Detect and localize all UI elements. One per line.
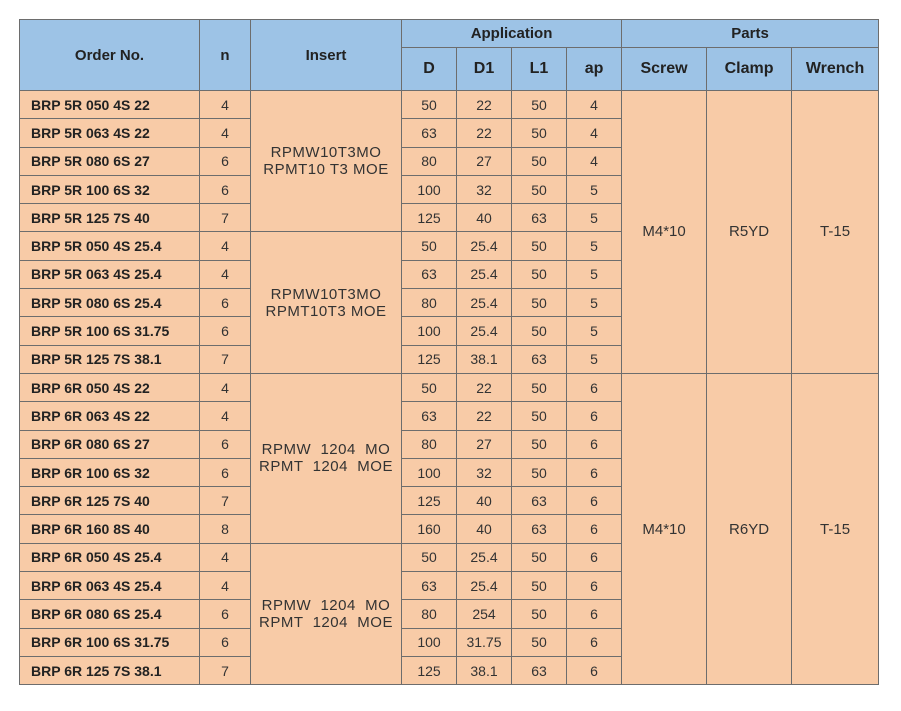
- table-row: [20, 373, 879, 401]
- ap-cell: 5: [567, 345, 622, 373]
- d1-cell: 27: [457, 147, 512, 175]
- clamp-cell: R5YD: [707, 91, 792, 374]
- ap-cell: 5: [567, 317, 622, 345]
- n-cell: 6: [200, 430, 251, 458]
- l1-cell: 63: [512, 345, 567, 373]
- clamp-cell: R6YD: [707, 373, 792, 684]
- l1-cell: 50: [512, 458, 567, 486]
- d1-cell: 38.1: [457, 656, 512, 684]
- ap-cell: 6: [567, 430, 622, 458]
- insert-code-secondary: RPMT10T3 MOE: [265, 302, 387, 320]
- l1-cell: 50: [512, 543, 567, 571]
- n-cell: 4: [200, 543, 251, 571]
- n-cell: 6: [200, 175, 251, 203]
- order-no-cell: BRP 6R 050 4S 25.4: [20, 543, 200, 571]
- l1-cell: 50: [512, 628, 567, 656]
- header-clamp: Clamp: [707, 48, 792, 91]
- header-d: D: [402, 48, 457, 91]
- d1-cell: 254: [457, 600, 512, 628]
- ap-cell: 6: [567, 543, 622, 571]
- l1-cell: 50: [512, 232, 567, 260]
- insert-code-primary: RPMW10T3MO: [270, 144, 382, 162]
- header-insert: Insert: [251, 20, 402, 91]
- header-application: Application: [402, 20, 622, 48]
- ap-cell: 6: [567, 402, 622, 430]
- d1-cell: 40: [457, 204, 512, 232]
- d-cell: 80: [402, 147, 457, 175]
- d-cell: 125: [402, 345, 457, 373]
- header-n: n: [200, 20, 251, 91]
- n-cell: 4: [200, 572, 251, 600]
- n-cell: 4: [200, 260, 251, 288]
- l1-cell: 50: [512, 600, 567, 628]
- table-body: [20, 91, 879, 685]
- spec-table: [19, 19, 879, 685]
- l1-cell: 50: [512, 373, 567, 401]
- ap-cell: 6: [567, 515, 622, 543]
- d-cell: 125: [402, 656, 457, 684]
- ap-cell: 5: [567, 175, 622, 203]
- d1-cell: 25.4: [457, 232, 512, 260]
- d-cell: 80: [402, 600, 457, 628]
- d1-cell: 40: [457, 487, 512, 515]
- d1-cell: 32: [457, 458, 512, 486]
- ap-cell: 5: [567, 232, 622, 260]
- d-cell: 63: [402, 260, 457, 288]
- d-cell: 100: [402, 175, 457, 203]
- d1-cell: 25.4: [457, 317, 512, 345]
- l1-cell: 50: [512, 402, 567, 430]
- l1-cell: 50: [512, 317, 567, 345]
- n-cell: 6: [200, 147, 251, 175]
- header-screw: Screw: [622, 48, 707, 91]
- ap-cell: 6: [567, 600, 622, 628]
- d-cell: 63: [402, 402, 457, 430]
- insert-code-primary: RPMW 1204 MO: [261, 596, 391, 614]
- order-no-cell: BRP 6R 063 4S 25.4: [20, 572, 200, 600]
- d-cell: 80: [402, 289, 457, 317]
- order-no-cell: BRP 6R 063 4S 22: [20, 402, 200, 430]
- ap-cell: 5: [567, 204, 622, 232]
- n-cell: 6: [200, 600, 251, 628]
- d1-cell: 22: [457, 119, 512, 147]
- header-ap: ap: [567, 48, 622, 91]
- d1-cell: 27: [457, 430, 512, 458]
- order-no-cell: BRP 6R 100 6S 31.75: [20, 628, 200, 656]
- table-row: [20, 91, 879, 119]
- order-no-cell: BRP 6R 125 7S 40: [20, 487, 200, 515]
- d-cell: 50: [402, 91, 457, 119]
- n-cell: 4: [200, 402, 251, 430]
- ap-cell: 6: [567, 373, 622, 401]
- l1-cell: 50: [512, 430, 567, 458]
- d-cell: 50: [402, 543, 457, 571]
- ap-cell: 6: [567, 487, 622, 515]
- insert-group-cell: [251, 232, 402, 373]
- header-d1: D1: [457, 48, 512, 91]
- header-l1: L1: [512, 48, 567, 91]
- ap-cell: 5: [567, 289, 622, 317]
- l1-cell: 50: [512, 91, 567, 119]
- order-no-cell: BRP 5R 050 4S 22: [20, 91, 200, 119]
- wrench-cell: T-15: [792, 373, 879, 684]
- d1-cell: 22: [457, 91, 512, 119]
- insert-code-secondary: RPMT 1204 MOE: [259, 458, 393, 476]
- order-no-cell: BRP 6R 125 7S 38.1: [20, 656, 200, 684]
- d-cell: 50: [402, 373, 457, 401]
- header-parts: Parts: [622, 20, 879, 48]
- l1-cell: 50: [512, 572, 567, 600]
- insert-code-secondary: RPMT10 T3 MOE: [263, 161, 389, 179]
- wrench-cell: T-15: [792, 91, 879, 374]
- ap-cell: 5: [567, 260, 622, 288]
- d1-cell: 25.4: [457, 289, 512, 317]
- order-no-cell: BRP 5R 063 4S 25.4: [20, 260, 200, 288]
- l1-cell: 50: [512, 119, 567, 147]
- d-cell: 125: [402, 204, 457, 232]
- ap-cell: 6: [567, 656, 622, 684]
- l1-cell: 63: [512, 515, 567, 543]
- n-cell: 4: [200, 232, 251, 260]
- insert-group-cell: [251, 543, 402, 684]
- order-no-cell: BRP 5R 080 6S 25.4: [20, 289, 200, 317]
- n-cell: 6: [200, 628, 251, 656]
- d-cell: 100: [402, 317, 457, 345]
- insert-group-cell: [251, 373, 402, 543]
- ap-cell: 4: [567, 119, 622, 147]
- n-cell: 7: [200, 204, 251, 232]
- order-no-cell: BRP 5R 080 6S 27: [20, 147, 200, 175]
- order-no-cell: BRP 6R 080 6S 25.4: [20, 600, 200, 628]
- d-cell: 125: [402, 487, 457, 515]
- insert-group-cell: [251, 91, 402, 232]
- d1-cell: 22: [457, 373, 512, 401]
- d-cell: 80: [402, 430, 457, 458]
- d-cell: 63: [402, 572, 457, 600]
- n-cell: 6: [200, 289, 251, 317]
- l1-cell: 63: [512, 656, 567, 684]
- ap-cell: 4: [567, 147, 622, 175]
- d1-cell: 40: [457, 515, 512, 543]
- d1-cell: 25.4: [457, 572, 512, 600]
- d1-cell: 31.75: [457, 628, 512, 656]
- insert-code-primary: RPMW10T3MO: [270, 285, 382, 303]
- order-no-cell: BRP 6R 080 6S 27: [20, 430, 200, 458]
- d-cell: 100: [402, 458, 457, 486]
- d-cell: 100: [402, 628, 457, 656]
- d1-cell: 32: [457, 175, 512, 203]
- order-no-cell: BRP 5R 100 6S 32: [20, 175, 200, 203]
- n-cell: 4: [200, 119, 251, 147]
- ap-cell: 6: [567, 572, 622, 600]
- insert-code-secondary: RPMT 1204 MOE: [259, 613, 393, 631]
- n-cell: 4: [200, 91, 251, 119]
- n-cell: 8: [200, 515, 251, 543]
- d-cell: 50: [402, 232, 457, 260]
- order-no-cell: BRP 6R 050 4S 22: [20, 373, 200, 401]
- l1-cell: 50: [512, 289, 567, 317]
- n-cell: 7: [200, 345, 251, 373]
- l1-cell: 50: [512, 260, 567, 288]
- ap-cell: 6: [567, 628, 622, 656]
- ap-cell: 4: [567, 91, 622, 119]
- l1-cell: 63: [512, 204, 567, 232]
- l1-cell: 50: [512, 175, 567, 203]
- header-order-no: Order No.: [20, 20, 200, 91]
- n-cell: 6: [200, 317, 251, 345]
- order-no-cell: BRP 5R 063 4S 22: [20, 119, 200, 147]
- d-cell: 63: [402, 119, 457, 147]
- n-cell: 7: [200, 656, 251, 684]
- order-no-cell: BRP 5R 100 6S 31.75: [20, 317, 200, 345]
- header-wrench: Wrench: [792, 48, 879, 91]
- n-cell: 6: [200, 458, 251, 486]
- n-cell: 4: [200, 373, 251, 401]
- screw-cell: M4*10: [622, 91, 707, 374]
- insert-code-primary: RPMW 1204 MO: [261, 441, 391, 459]
- order-no-cell: BRP 6R 100 6S 32: [20, 458, 200, 486]
- ap-cell: 6: [567, 458, 622, 486]
- screw-cell: M4*10: [622, 373, 707, 684]
- order-no-cell: BRP 5R 125 7S 40: [20, 204, 200, 232]
- d-cell: 160: [402, 515, 457, 543]
- d1-cell: 25.4: [457, 543, 512, 571]
- d1-cell: 22: [457, 402, 512, 430]
- order-no-cell: BRP 5R 050 4S 25.4: [20, 232, 200, 260]
- d1-cell: 25.4: [457, 260, 512, 288]
- l1-cell: 50: [512, 147, 567, 175]
- d1-cell: 38.1: [457, 345, 512, 373]
- order-no-cell: BRP 6R 160 8S 40: [20, 515, 200, 543]
- n-cell: 7: [200, 487, 251, 515]
- l1-cell: 63: [512, 487, 567, 515]
- order-no-cell: BRP 5R 125 7S 38.1: [20, 345, 200, 373]
